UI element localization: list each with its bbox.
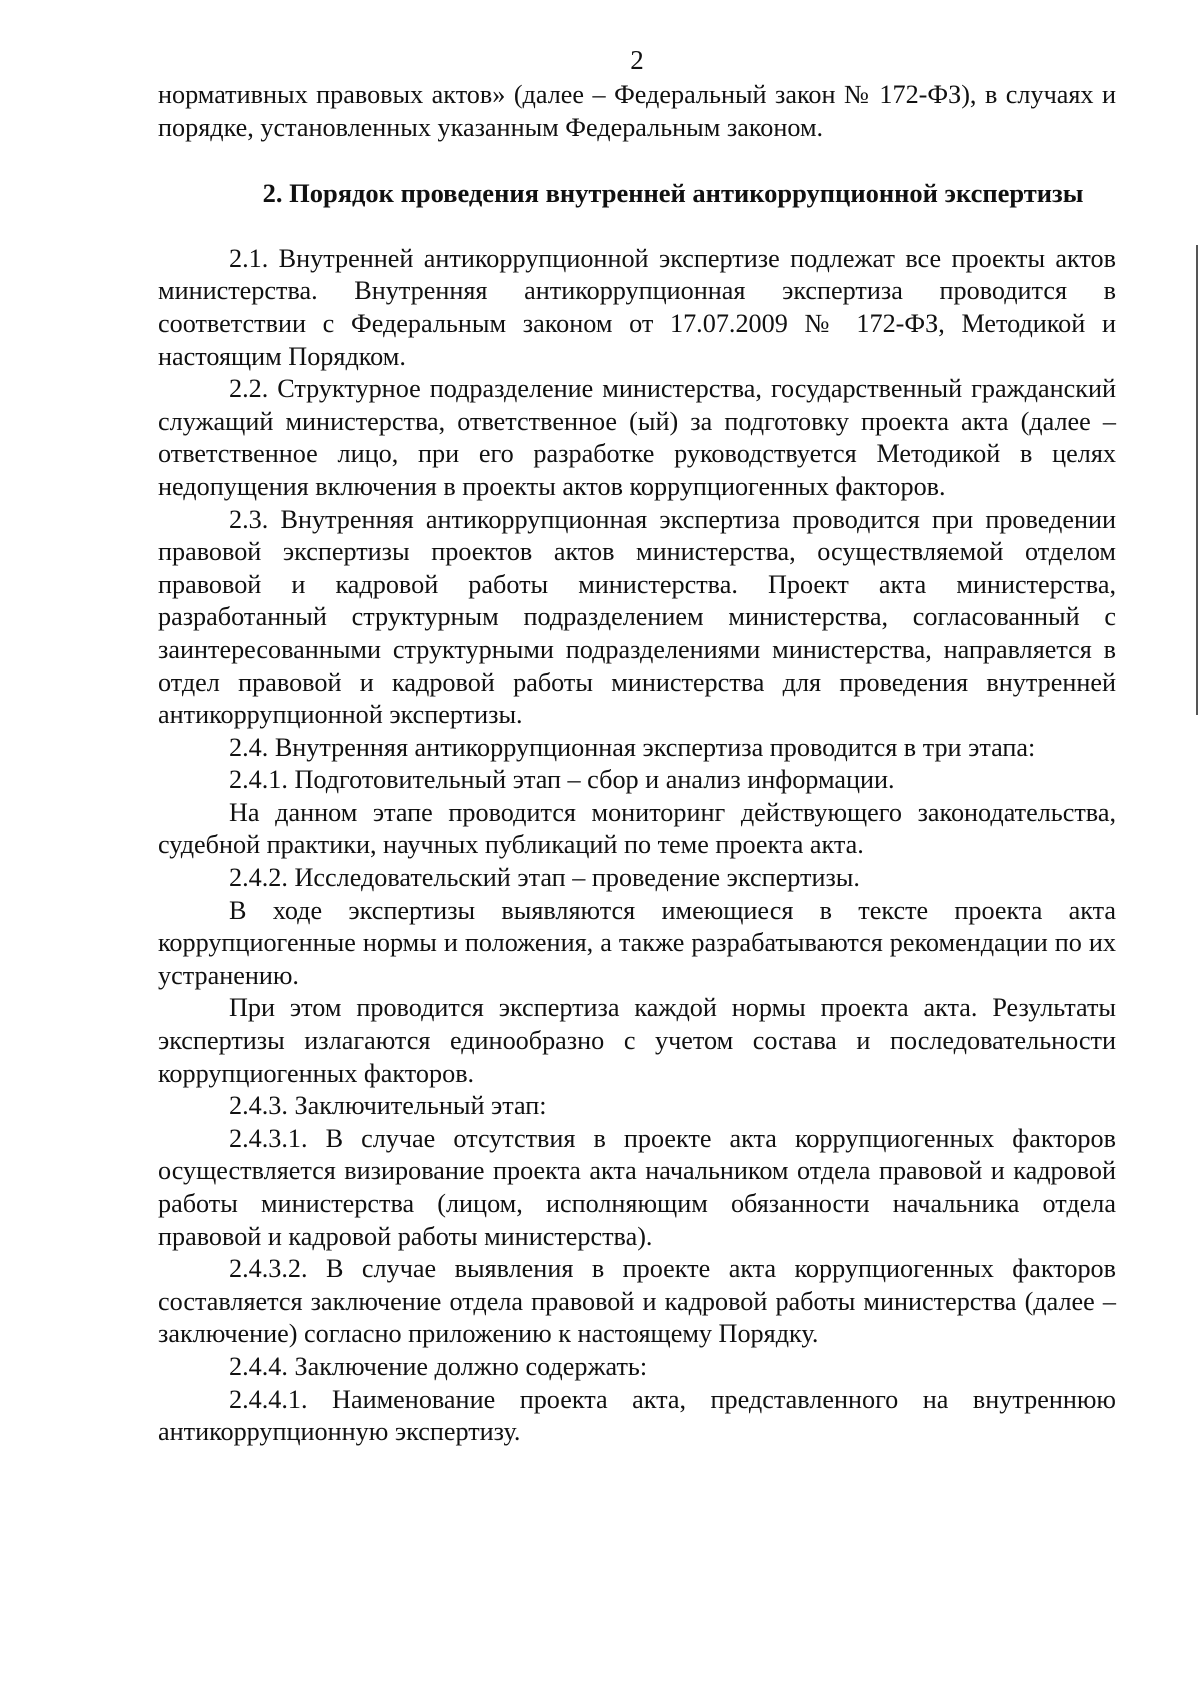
paragraph-2-4-3-1: 2.4.3.1. В случае отсутствия в проекте акта коррупциогенных факторов осуществляется визирование проекта акта начальником отдела правовой и кадровой работы министерства (лицом, исполняющим обязанности начальника отдела правовой и кадровой работы министерства). (158, 1123, 1116, 1251)
document-body (158, 79, 1116, 1449)
paragraph-2-1: 2.1. Внутренней антикоррупционной экспертизе подлежат все проекты актов министерства. Внутренняя антикоррупционная экспертиза проводится в соответствии с Федеральным законом от 17.07.2009 № 172-ФЗ, Методикой и настоящим Порядком. (158, 243, 1116, 371)
page-number: 2 (630, 45, 644, 75)
paragraph-2-4-4: 2.4.4. Заключение должно содержать: (229, 1351, 648, 1381)
intro-continuation: нормативных правовых актов» (далее – Федеральный закон № 172-ФЗ), в случаях и порядке, установленных указанным Федеральным законом. (158, 80, 1116, 142)
paragraph-2-4-4-1: 2.4.4.1. Наименование проекта акта, представленного на внутреннюю антикоррупционную экспертизу. (158, 1384, 1116, 1447)
paragraph-2-4: 2.4. Внутренняя антикоррупционная экспертиза проводится в три этапа: (229, 732, 1036, 762)
paragraph-2-4-3-2: 2.4.3.2. В случае выявления в проекте акта коррупциогенных факторов составляется заключение отдела правовой и кадровой работы министерства (далее – заключение) согласно приложению к настоящему Порядку. (158, 1254, 1116, 1349)
paragraph-2-2: 2.2. Структурное подразделение министерства, государственный гражданский служащий министерства, ответственное (ый) за подготовку проекта акта (далее – ответственное лицо, при его разработке руководствуется Методикой в целях недопущения включения в проекты актов коррупциогенных факторов. (158, 374, 1116, 501)
paragraph-2-4-2: 2.4.2. Исследовательский этап – проведение экспертизы. (229, 863, 860, 893)
paragraph-2-4-1: 2.4.1. Подготовительный этап – сбор и анализ информации. (229, 765, 895, 795)
scan-edge-line (1196, 245, 1198, 715)
section-heading: 2. Порядок проведения внутренней антикоррупционной экспертизы (262, 178, 1084, 209)
paragraph-2-4-1-detail: На данном этапе проводится мониторинг действующего законодательства, судебной практики, научных публикаций по теме проекта акта. (158, 797, 1116, 860)
paragraph-2-4-2-detail-b: При этом проводится экспертиза каждой нормы проекта акта. Результаты экспертизы излагаются единообразно с учетом состава и последовательности коррупциогенных факторов. (158, 993, 1116, 1088)
paragraph-2-3: 2.3. Внутренняя антикоррупционная экспертиза проводится при проведении правовой экспертизы проектов актов министерства, осуществляемой отделом правовой и кадровой работы министерства. Проект акта министерства, разработанный структурным подразделением министерства, согласованный с заинтересованными структурными подразделениями министерства, направляется в отдел правовой и кадровой работы министерства для проведения внутренней антикоррупционной экспертизы. (158, 504, 1116, 730)
paragraph-2-4-3: 2.4.3. Заключительный этап: (229, 1091, 547, 1121)
paragraph-2-4-2-detail-a: В ходе экспертизы выявляются имеющиеся в тексте проекта акта коррупциогенные нормы и положения, а также разрабатываются рекомендации по их устранению. (158, 895, 1116, 990)
